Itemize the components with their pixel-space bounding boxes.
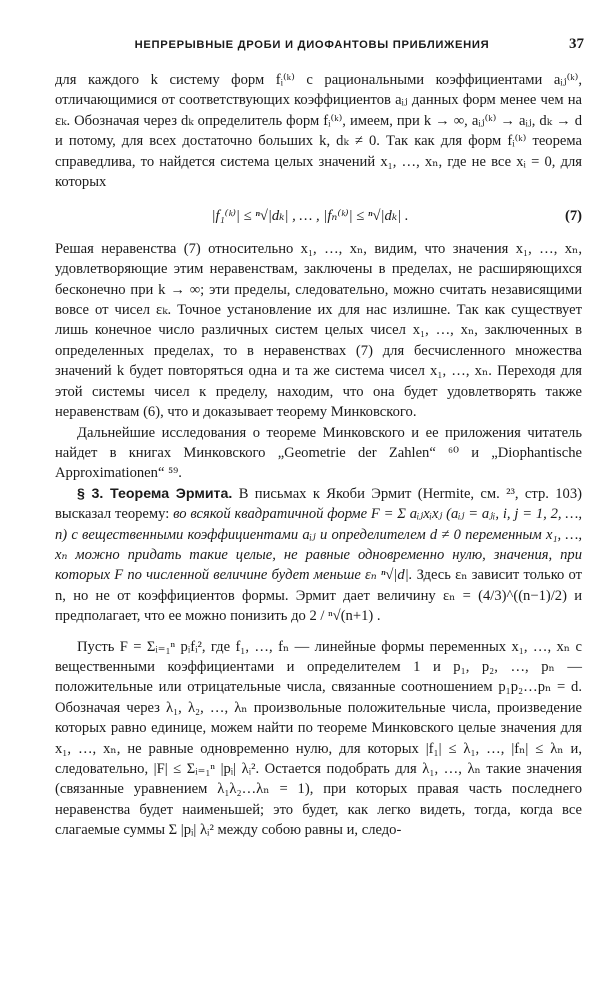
page-number: 37 bbox=[569, 36, 584, 52]
formula-7-number: (7) bbox=[564, 208, 582, 225]
page-body bbox=[55, 70, 582, 841]
section-3-after: Здесь εₙ зависит только от n, но не от коэффициентов формы. Эрмит дает величину εₙ = (4/3)^((n−1)/2) и предполагает, что ее можно понизить до 2 / ⁿ√(n+1) . bbox=[55, 567, 583, 625]
page-header bbox=[55, 36, 584, 53]
section-3-heading: § 3. Теорема Эрмита. bbox=[77, 485, 233, 502]
running-title: НЕПРЕРЫВНЫЕ ДРОБИ И ДИОФАНТОВЫ ПРИБЛИЖЕНИЯ bbox=[134, 39, 490, 51]
paragraph-3: Дальнейшие исследования о теореме Минковского и ее приложения читатель найдет в книгах Минковского „Geometrie der Zahlen“ ⁶⁰ и „Diophantische Approximationen“ ⁵⁹. bbox=[55, 424, 582, 482]
formula-7-expression: |f₁⁽ᵏ⁾| ≤ ⁿ√|dₖ| , … , |fₙ⁽ᵏ⁾| ≤ ⁿ√|dₖ| . bbox=[211, 208, 409, 225]
formula-7 bbox=[55, 206, 582, 226]
section-3-paragraph bbox=[55, 484, 582, 627]
paragraph-4: Пусть F = Σᵢ₌₁ⁿ pᵢfᵢ², где f₁, …, fₙ — линейные формы переменных x₁, …, xₙ с вещественными коэффициентами и определителем 1 и p₁, p₂, …, pₙ — положительные или отрицательные числа, связанные соотношением p₁p₂…pₙ = d. Обозначая через λ₁, λ₂, …, λₙ произвольные положительные числа, произведение которых равно единице, можем найти по теореме Минковского целые значения для x₁, …, xₙ, не равные одновременно нулю, для которых |f₁| ≤ λ₁, …, |fₙ| ≤ λₙ и, следовательно, |F| ≤ Σᵢ₌₁ⁿ |pᵢ| λᵢ². Остается подобрать для λ₁, …, λₙ такие значения (связанные уравнением λ₁λ₂…λₙ = 1), при которых правая часть последнего неравенства будет наименьшей; это будет, как легко видеть, тогда, когда все слагаемые суммы Σ |pᵢ| λᵢ² между собою равны и, следо- bbox=[55, 638, 582, 839]
paragraph-2: Решая неравенства (7) относительно x₁, …, xₙ, видим, что значения x₁, …, xₙ, удовлетворяющие этим неравенствам, заключены в пределах, не расширяющихся бесконечно при k → ∞; эти пределы, следовательно, можно считать независящими вовсе от чисел εₖ. Точное установление их для нас излишне. Так как существует лишь конечное число различных систем целых чисел x₁, …, xₙ, заключенных в определенных пределах, то в неравенствах (7) для бесчисленного множества значений k будет повторяться одна и та же система чисел x₁, …, xₙ. Переходя для этой системы чисел к пределу, находим, что она будет удовлетворять также неравенствам (6), что и доказывает теорему Минковского. bbox=[55, 240, 583, 421]
section-3-intro: В письмах к Якоби Эрмит (Hermite, см. ²³, стр. 103) высказал теорему: bbox=[55, 485, 583, 523]
hermite-theorem-statement: во всякой квадратичной форме F = Σ aᵢⱼxᵢxⱼ (aᵢⱼ = aⱼᵢ, i, j = 1, 2, …, n) с вещественными коэффициентами aᵢⱼ и определителем d ≠ 0 переменным x₁, …, xₙ можно придать такие целые, не равные одновременно нулю, значения, при которых F по численной величине будет меньше εₙ ⁿ√|d|. bbox=[55, 506, 582, 584]
paragraph-1: для каждого k систему форм fᵢ⁽ᵏ⁾ с рациональными коэффициентами aᵢⱼ⁽ᵏ⁾, отличающимися от соответствующих коэффициентов aᵢⱼ данных форм менее чем на εₖ. Обозначая через dₖ определитель форм fᵢ⁽ᵏ⁾, имеем, при k → ∞, aᵢⱼ⁽ᵏ⁾ → aᵢⱼ, dₖ → d и потому, для всех достаточно больших k, dₖ ≠ 0. Так как для форм fᵢ⁽ᵏ⁾ теорема справедлива, то найдется система целых значений x₁, …, xₙ, где не все xᵢ = 0, для которых bbox=[55, 72, 582, 191]
